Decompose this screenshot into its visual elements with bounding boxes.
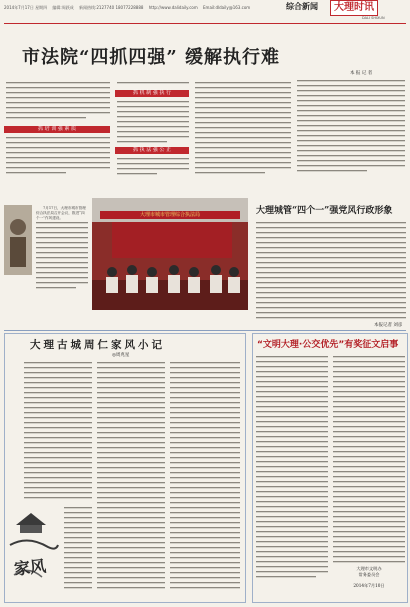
mid-rule xyxy=(4,330,406,331)
col1-lines xyxy=(6,82,110,173)
section-title: 综合新闻 xyxy=(286,2,318,11)
masthead-site: http://www.dalidaily.com xyxy=(148,5,198,10)
masthead-phone: 新闻热线:2127740 18077228888 xyxy=(79,5,144,10)
side-article-lines xyxy=(256,222,406,318)
notice-box xyxy=(252,333,408,603)
side-headline: 大理城管“四个一”强党风行政形象 xyxy=(256,206,393,216)
main-subhead-1: 抓 培 训 强 素 质 xyxy=(4,126,110,133)
photo-banner: 大理市城市管理综合执法局 xyxy=(100,211,240,219)
col3-lines xyxy=(195,82,291,173)
photo-caption-text: 7月17日，大理市城市管理综合执法局召开会议，推进“四个一”作风建设。 xyxy=(36,206,86,221)
caption-image xyxy=(4,205,32,275)
masthead-email: Email:dldaily@163.com xyxy=(203,5,251,10)
column-title: 大理古城周仁家风小记 xyxy=(30,339,165,351)
main-subhead-2: 抓 机 制 强 执 行 xyxy=(115,90,189,97)
column-byline: ◎周兆星 xyxy=(112,353,130,358)
main-headline: 市法院“四抓四强” 缓解执行难 xyxy=(22,47,280,68)
col2-lines xyxy=(117,82,189,174)
column-brand: 家风 xyxy=(13,556,48,579)
notice-signature: 大理市文明办 常务委员会 xyxy=(356,566,382,577)
notice-title: “文明大理·公交优先”有奖征文启事 xyxy=(257,340,399,350)
masthead-editor: 编辑:周跃成 xyxy=(52,5,74,10)
masthead-daily: DALI SHIXUN xyxy=(362,16,385,20)
main-subhead-3: 抓 执 法 强 公 正 xyxy=(115,147,189,154)
ink-landscape-illustration xyxy=(8,505,60,595)
side-author: 本报记者 刘彦 xyxy=(374,323,403,328)
main-author: 本 报 记 者 xyxy=(350,71,373,76)
column-brand-art xyxy=(8,505,60,595)
masthead-logo: 大理时讯 xyxy=(330,0,378,16)
small-photo xyxy=(4,205,32,275)
masthead-date: 2014年7月17日 星期四 xyxy=(4,5,48,10)
col4-lines xyxy=(297,80,405,171)
photo-caption xyxy=(36,206,88,296)
notice-date: 2014年7月10日 xyxy=(353,583,385,588)
